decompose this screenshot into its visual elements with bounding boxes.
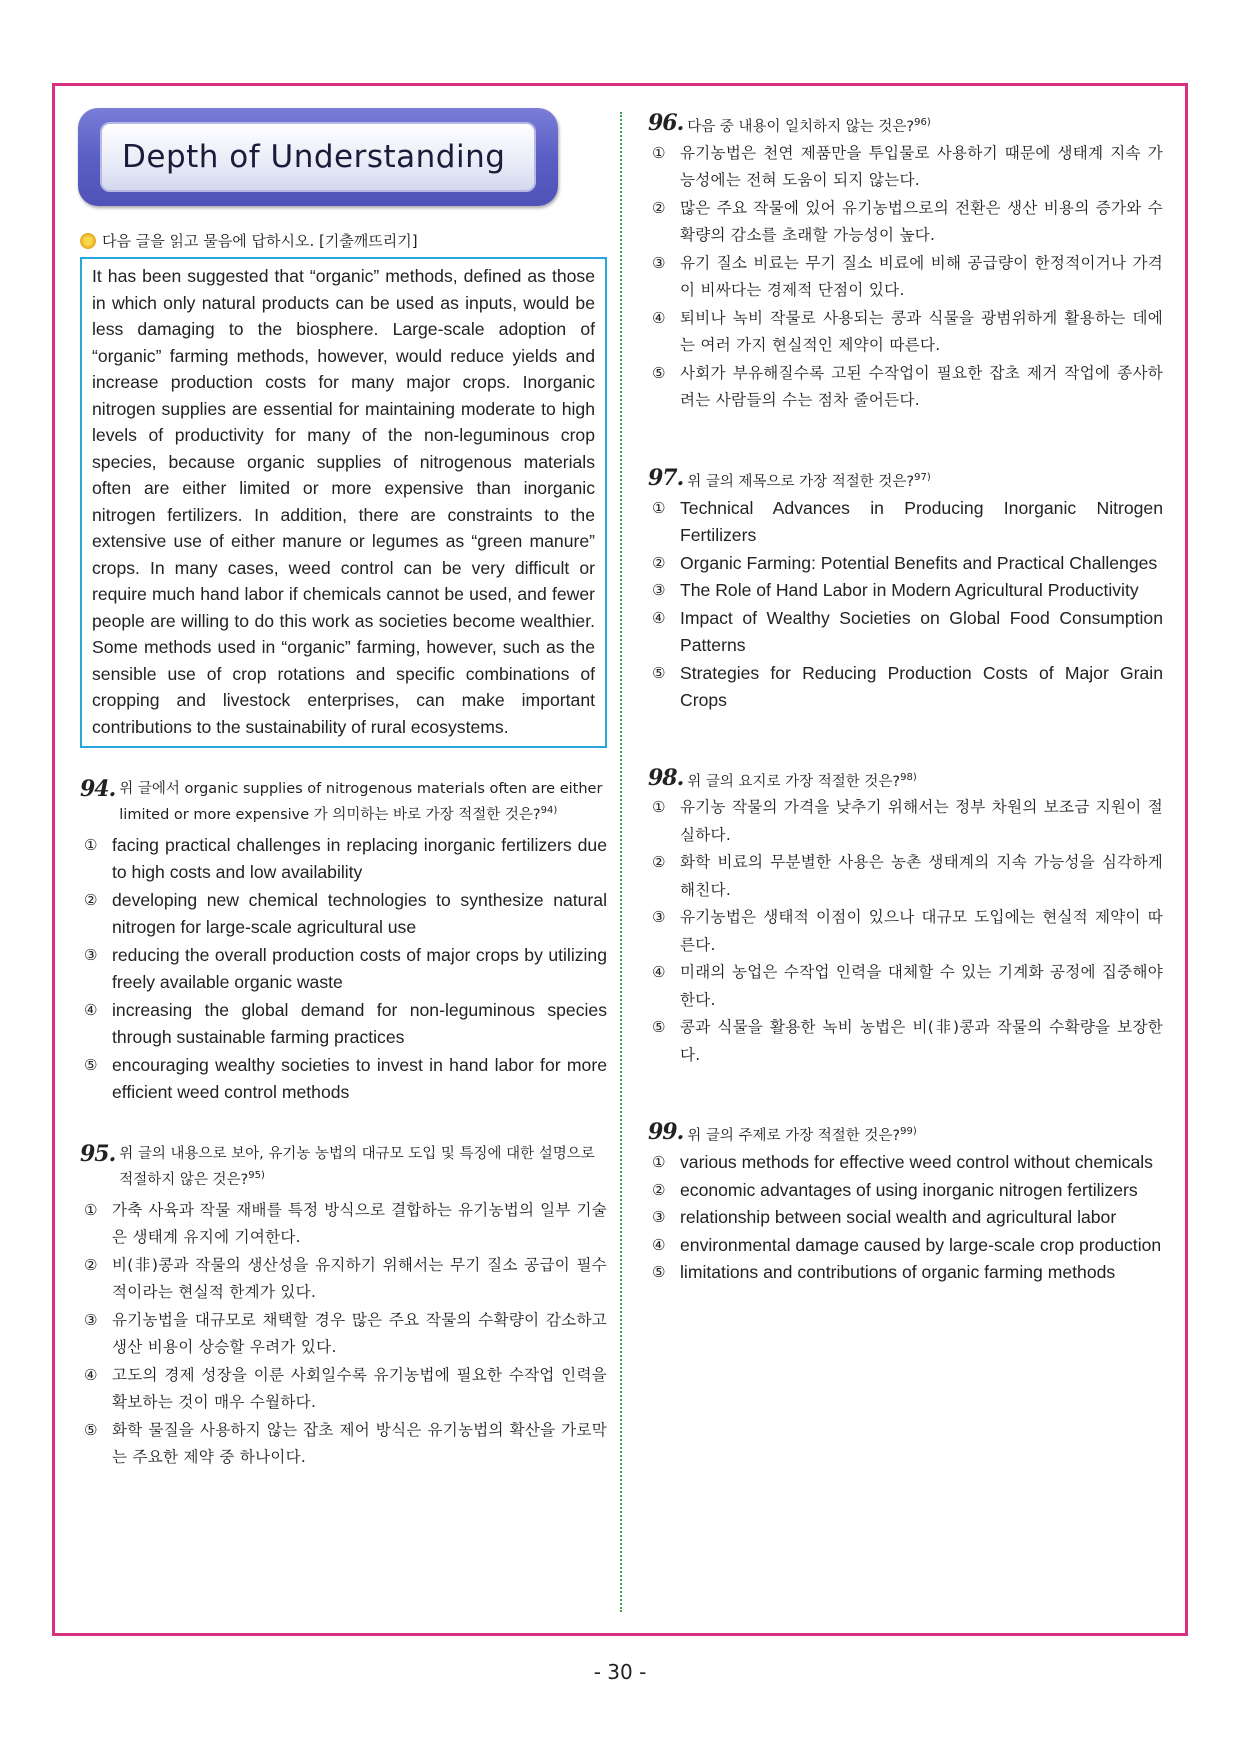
option-text: 고도의 경제 성장을 이룬 사회일수록 유기농법에 필요한 수작업 인력을 확보하는 것이 매우 수월하다. <box>112 1365 607 1412</box>
option-mark: ④ <box>652 963 666 982</box>
answer-option[interactable] <box>648 360 1163 415</box>
option-mark: ② <box>652 553 666 572</box>
answer-option[interactable] <box>80 832 607 887</box>
option-text: Impact of Wealthy Societies on Global Food Consumption Patterns <box>680 607 1163 656</box>
option-mark: ⑤ <box>652 1018 666 1037</box>
question-text: 위 글의 내용으로 보아, 유기농 농법의 대규모 도입 및 특징에 대한 설명으로 적절하지 않은 것은? <box>119 1145 595 1188</box>
option-text: Technical Advances in Producing Inorganic Nitrogen Fertilizers <box>680 497 1163 546</box>
question-text: 위 글의 요지로 가장 적절한 것은? <box>687 773 901 790</box>
answer-option[interactable] <box>80 942 607 997</box>
question-98 <box>648 764 1163 1070</box>
question-text: 위 글의 제목으로 가장 적절한 것은? <box>687 473 915 490</box>
option-mark: ③ <box>652 1208 666 1227</box>
option-mark: ① <box>652 1153 666 1172</box>
option-mark: ⑤ <box>652 1263 666 1282</box>
option-text: 가축 사육과 작물 재배를 특정 방식으로 결합하는 유기농법의 일부 기술은 생태계 유지에 기여한다. <box>112 1200 607 1247</box>
option-mark: ② <box>652 853 666 872</box>
option-mark: ⑤ <box>652 363 666 382</box>
option-mark: ④ <box>652 308 666 327</box>
answer-option[interactable] <box>648 959 1163 1014</box>
answer-option[interactable] <box>648 1259 1163 1287</box>
answer-option[interactable] <box>80 1417 607 1472</box>
option-mark: ① <box>652 498 666 517</box>
option-text: 화학 물질을 사용하지 않는 잡초 제어 방식은 유기농법의 확산을 가로막는 주요한 제약 중 하나이다. <box>112 1420 607 1467</box>
passage-text: It has been suggested that “organic” methods, defined as those in which only natural products can be used as inputs, would be less damaging to the biosphere. Large-scale adoption of “organic” farming methods, however, would reduce yields and increase production costs for many major crops. Inorganic nitrogen supplies are essential for maintaining moderate to high levels of productivity for many of the non-leguminous crop species, because organic supplies of nitrogenous materials often are either limited or more expensive than inorganic nitrogen fertilizers. In addition, there are constraints to the extensive use of either manure or legumes as “green manure” crops. In many cases, weed control can be very difficult or require much hand labor if chemicals cannot be used, and fewer people are willing to do this work as societies become wealthier. Some methods used in “organic” farming, however, such as the sensible use of crop rotations and specific combinations of cropping and livestock enterprises, can make important contributions to the sustainability of rural ecosystems. <box>92 266 595 737</box>
option-text: 콩과 식물을 활용한 녹비 농법은 비(非)콩과 작물의 수확량을 보장한다. <box>680 1018 1163 1064</box>
page-number: - 30 - <box>593 1660 647 1684</box>
option-mark: ① <box>84 1200 98 1219</box>
answer-option[interactable] <box>648 250 1163 305</box>
option-text: The Role of Hand Labor in Modern Agricultural Productivity <box>680 580 1139 601</box>
question-number: 99. <box>648 1119 684 1146</box>
answer-option[interactable] <box>648 1149 1163 1177</box>
option-text: 유기농법을 대규모로 채택할 경우 많은 주요 작물의 수확량이 감소하고 생산 비용이 상승할 우려가 있다. <box>112 1310 607 1357</box>
option-text: Organic Farming: Potential Benefits and Practical Challenges <box>680 552 1158 573</box>
question-number: 94. <box>80 776 116 802</box>
option-text: environmental damage caused by large-scale crop production <box>680 1234 1162 1255</box>
answer-option[interactable] <box>648 140 1163 195</box>
option-text: encouraging wealthy societies to invest in hand labor for more efficient weed control methods <box>112 1054 607 1103</box>
option-text: relationship between social wealth and agricultural labor <box>680 1207 1117 1228</box>
option-mark: ② <box>652 198 666 217</box>
option-text: 비(非)콩과 작물의 생산성을 유지하기 위해서는 무기 질소 공급이 필수적이라는 현실적 한계가 있다. <box>112 1255 607 1302</box>
column-divider <box>620 112 622 1612</box>
answer-option[interactable] <box>648 794 1163 849</box>
option-text: 퇴비나 녹비 작물로 사용되는 콩과 식물을 광범위하게 활용하는 데에는 여러 가지 현실적인 제약이 따른다. <box>680 308 1163 355</box>
option-mark: ③ <box>84 945 98 964</box>
reading-passage <box>80 257 607 748</box>
question-95 <box>80 1140 607 1472</box>
option-mark: ③ <box>652 581 666 600</box>
instruction <box>80 230 607 251</box>
option-mark: ④ <box>84 1000 98 1019</box>
instruction-text: 다음 글을 읽고 물음에 답하시오. [기출깨뜨리기] <box>102 232 418 250</box>
left-column <box>80 108 607 1472</box>
option-mark: ① <box>652 143 666 162</box>
answer-option[interactable] <box>648 1014 1163 1069</box>
question-text: 위 글의 주제로 가장 적절한 것은? <box>687 1128 901 1145</box>
right-column <box>648 112 1163 1287</box>
answer-option[interactable] <box>648 495 1163 550</box>
option-text: various methods for effective weed control without chemicals <box>680 1152 1153 1173</box>
option-mark: ③ <box>652 908 666 927</box>
option-text: 사회가 부유해질수록 고된 수작업이 필요한 잡초 제거 작업에 종사하려는 사람들의 수는 점차 줄어든다. <box>680 363 1163 410</box>
question-text: 다음 중 내용이 일치하지 않는 것은? <box>687 118 915 135</box>
answer-option[interactable] <box>80 997 607 1052</box>
option-text: facing practical challenges in replacing inorganic fertilizers due to high costs and low availability <box>112 834 607 883</box>
option-text: limitations and contributions of organic farming methods <box>680 1262 1116 1283</box>
question-94 <box>80 778 607 1107</box>
option-mark: ④ <box>84 1365 98 1384</box>
option-mark: ③ <box>84 1310 98 1329</box>
title-plaque <box>78 108 558 206</box>
option-text: increasing the global demand for non-leguminous species through sustainable farming practices <box>112 999 607 1048</box>
footnote-ref: 95) <box>248 1169 265 1181</box>
option-text: 유기농법은 생태적 이점이 있으나 대규모 도입에는 현실적 제약이 따른다. <box>680 908 1163 954</box>
option-text: developing new chemical technologies to synthesize natural nitrogen for large-scale agricultural use <box>112 889 607 938</box>
footnote-ref: 97) <box>914 471 931 483</box>
answer-option[interactable] <box>648 577 1163 605</box>
footnote-ref: 98) <box>900 771 917 783</box>
flower-icon <box>80 233 96 249</box>
option-text: 유기 질소 비료는 무기 질소 비료에 비해 공급량이 한정적이거나 가격이 비싸다는 경제적 단점이 있다. <box>680 253 1163 300</box>
answer-option[interactable] <box>648 550 1163 578</box>
answer-option[interactable] <box>648 1177 1163 1205</box>
option-mark: ⑤ <box>84 1420 98 1439</box>
answer-option[interactable] <box>648 849 1163 904</box>
option-text: Strategies for Reducing Production Costs of Major Grain Crops <box>680 662 1163 711</box>
option-mark: ② <box>652 1180 666 1199</box>
page-title: Depth of Understanding <box>122 139 506 175</box>
question-96 <box>648 112 1163 415</box>
option-text: 많은 주요 작물에 있어 유기농법으로의 전환은 생산 비용의 증가와 수확량의 감소를 초래할 가능성이 높다. <box>680 198 1163 245</box>
question-text: 위 글에서 organic supplies of nitrogenous materials often are either limited or more expensive 가 의미하는 바로 가장 적절한 것은? <box>119 781 603 823</box>
option-mark: ④ <box>652 1235 666 1254</box>
question-number: 96. <box>648 110 684 136</box>
option-mark: ② <box>84 1255 98 1274</box>
answer-option[interactable] <box>648 605 1163 660</box>
footnote-ref: 96) <box>914 117 931 128</box>
option-mark: ① <box>84 835 98 854</box>
answer-option[interactable] <box>80 1362 607 1417</box>
answer-option[interactable] <box>80 1052 607 1107</box>
option-mark: ① <box>652 798 666 817</box>
option-text: 유기농 작물의 가격을 낮추기 위해서는 정부 차원의 보조금 지원이 절실하다. <box>680 798 1163 844</box>
option-mark: ④ <box>652 608 666 627</box>
question-99 <box>648 1121 1163 1286</box>
question-number: 98. <box>648 764 684 791</box>
option-text: 미래의 농업은 수작업 인력을 대체할 수 있는 기계화 공정에 집중해야 한다. <box>680 963 1163 1009</box>
option-mark: ③ <box>652 253 666 272</box>
answer-option[interactable] <box>648 305 1163 360</box>
answer-option[interactable] <box>80 887 607 942</box>
footnote-ref: 99) <box>900 1126 917 1138</box>
option-text: 유기농법은 천연 제품만을 투입물로 사용하기 때문에 생태계 지속 가능성에는 전혀 도움이 되지 않는다. <box>680 143 1163 190</box>
option-mark: ⑤ <box>652 663 666 682</box>
answer-option[interactable] <box>648 660 1163 715</box>
option-mark: ⑤ <box>84 1055 98 1074</box>
answer-option[interactable] <box>648 1204 1163 1232</box>
question-97 <box>648 464 1163 715</box>
option-text: reducing the overall production costs of major crops by utilizing freely available organic waste <box>112 944 607 993</box>
option-text: 화학 비료의 무분별한 사용은 농촌 생태계의 지속 가능성을 심각하게 해친다. <box>680 853 1163 899</box>
question-number: 97. <box>648 464 684 491</box>
option-mark: ② <box>84 890 98 909</box>
answer-option[interactable] <box>648 1232 1163 1260</box>
option-text: economic advantages of using inorganic nitrogen fertilizers <box>680 1179 1138 1200</box>
answer-option[interactable] <box>80 1252 607 1307</box>
footnote-ref: 94) <box>540 805 558 816</box>
answer-option[interactable] <box>648 904 1163 959</box>
answer-option[interactable] <box>648 195 1163 250</box>
answer-option[interactable] <box>80 1197 607 1252</box>
question-number: 95. <box>80 1140 116 1167</box>
answer-option[interactable] <box>80 1307 607 1362</box>
